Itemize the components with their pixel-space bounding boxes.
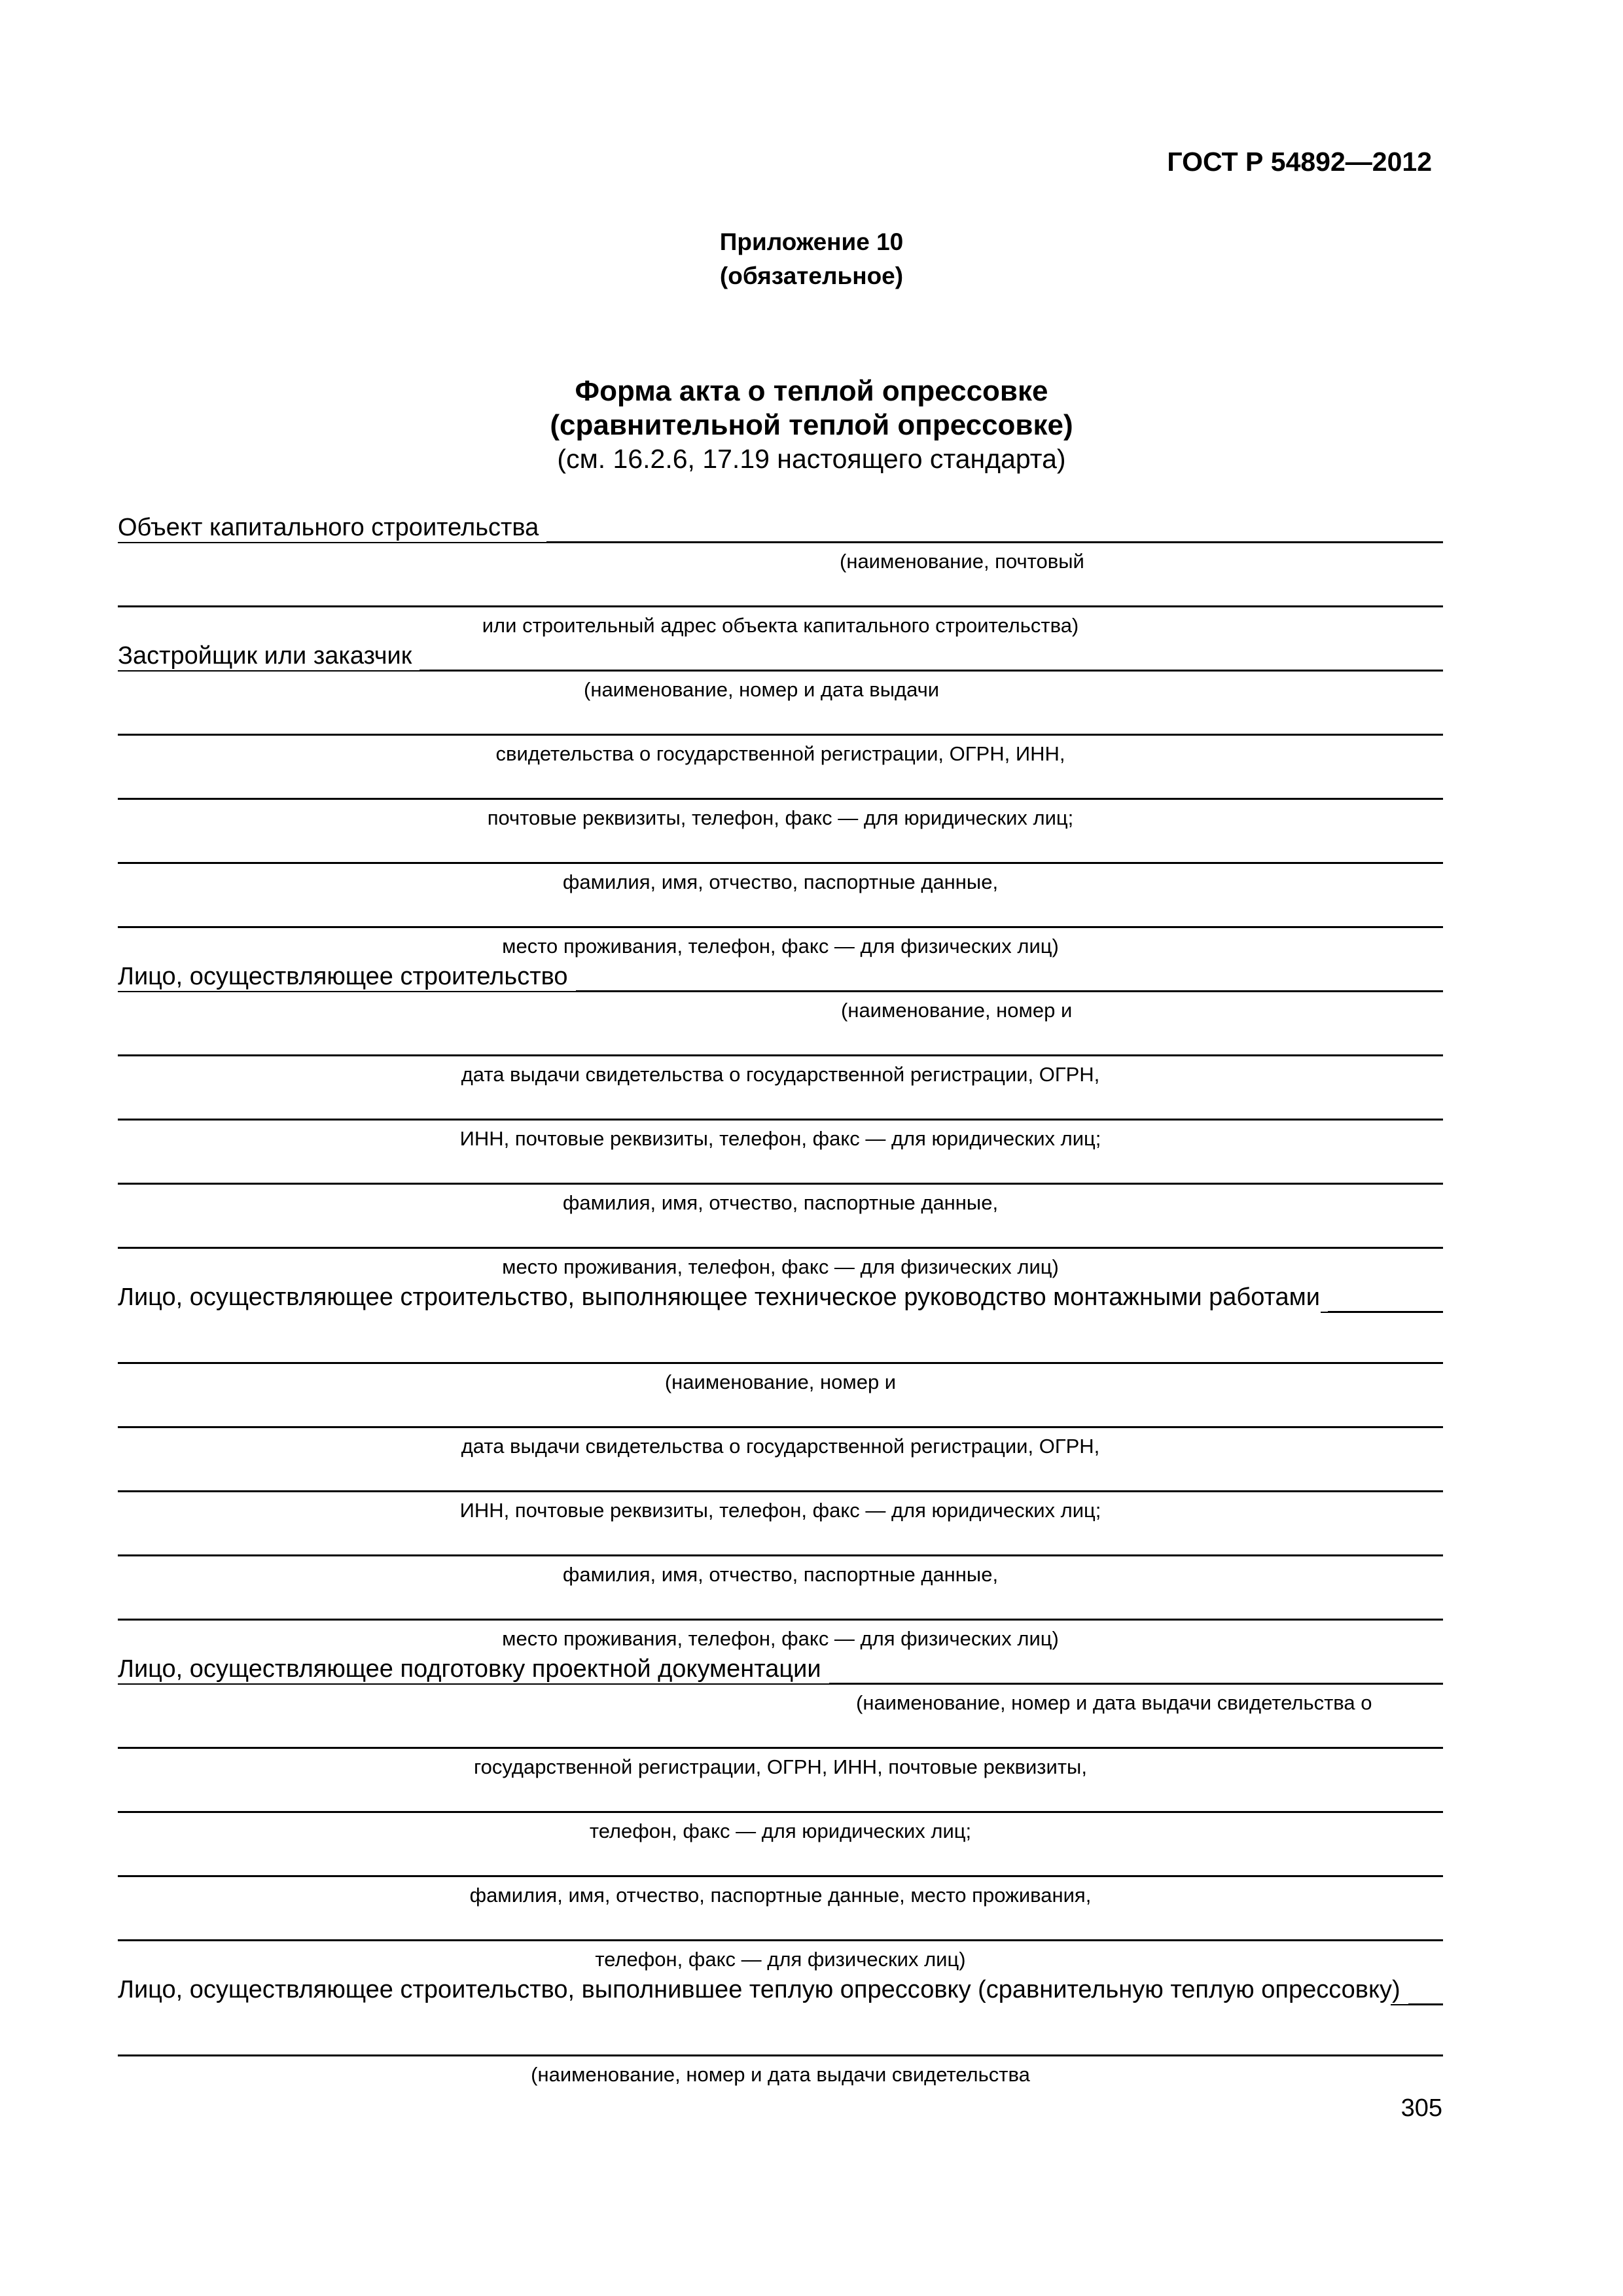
- tech-lead-caption-1: (наименование, номер и: [664, 1371, 897, 1393]
- builder-caption-4: фамилия, имя, отчество, паспортные данные,: [562, 1191, 999, 1214]
- tech-lead-field-line-2[interactable]: [118, 1338, 1443, 1364]
- tech-lead-field-line-6[interactable]: [118, 1594, 1443, 1621]
- form-reference: (см. 16.2.6, 17.19 настоящего стандарта): [557, 444, 1066, 474]
- developer-label: Застройщик или заказчик: [118, 642, 419, 670]
- designer-field-line-2[interactable]: [118, 1723, 1443, 1749]
- designer-field-line-3[interactable]: [118, 1787, 1443, 1813]
- form-title-line1: Форма акта о теплой опрессовке: [575, 375, 1048, 407]
- object-caption-1: (наименование, почтовый: [840, 550, 1084, 573]
- object-label: Объект капитального строительства: [118, 514, 546, 542]
- object-field-line[interactable]: [118, 514, 1443, 543]
- designer-field-line[interactable]: [118, 1655, 1443, 1685]
- developer-field-line-4[interactable]: [118, 838, 1443, 864]
- developer-caption-5: место проживания, телефон, факс — для физических лиц): [502, 935, 1059, 958]
- designer-caption-1: (наименование, номер и дата выдачи свидетельства о: [856, 1691, 1372, 1714]
- designer-label: Лицо, осуществляющее подготовку проектной документации: [118, 1655, 829, 1683]
- tech-lead-caption-3: ИНН, почтовые реквизиты, телефон, факс — для юридических лиц;: [459, 1499, 1101, 1522]
- builder-field-line-2[interactable]: [118, 1030, 1443, 1056]
- performer-field-line-2[interactable]: [118, 2030, 1443, 2056]
- designer-field-line-4[interactable]: [118, 1851, 1443, 1877]
- tech-lead-field-line-4[interactable]: [118, 1466, 1443, 1492]
- builder-caption-5: место проживания, телефон, факс — для физических лиц): [502, 1255, 1059, 1278]
- builder-caption-2: дата выдачи свидетельства о государственной регистрации, ОГРН,: [461, 1063, 1100, 1086]
- appendix-number: Приложение 10: [719, 228, 904, 255]
- performer-caption-1: (наименование, номер и дата выдачи свидетельства: [531, 2063, 1030, 2086]
- designer-caption-3: телефон, факс — для юридических лиц;: [589, 1820, 972, 1842]
- developer-caption-4: фамилия, имя, отчество, паспортные данные,: [562, 870, 999, 893]
- tech-lead-caption-5: место проживания, телефон, факс — для физических лиц): [502, 1627, 1059, 1650]
- designer-caption-4: фамилия, имя, отчество, паспортные данные, место проживания,: [469, 1884, 1092, 1907]
- tech-lead-caption-2: дата выдачи свидетельства о государственной регистрации, ОГРН,: [461, 1435, 1100, 1458]
- builder-field-line-5[interactable]: [118, 1223, 1443, 1249]
- developer-field-line[interactable]: [118, 642, 1443, 672]
- builder-label: Лицо, осуществляющее строительство: [118, 963, 576, 991]
- developer-field-line-3[interactable]: [118, 774, 1443, 800]
- object-caption-2: или строительный адрес объекта капитального строительства): [482, 614, 1079, 637]
- designer-caption-2: государственной регистрации, ОГРН, ИНН, почтовые реквизиты,: [474, 1755, 1087, 1778]
- performer-label: Лицо, осуществляющее строительство, выполнившее теплую опрессовку (сравнительную теплую опрессовку): [118, 1976, 1408, 2004]
- standard-number: ГОСТ Р 54892—2012: [1167, 147, 1432, 177]
- tech-lead-field-line[interactable]: [118, 1283, 1443, 1313]
- builder-caption-1: (наименование, номер и: [841, 999, 1073, 1022]
- appendix-status: (обязательное): [719, 262, 904, 289]
- tech-lead-label: Лицо, осуществляющее строительство, выполняющее техническое руководство монтажными работами: [118, 1283, 1328, 1312]
- designer-field-line-5[interactable]: [118, 1915, 1443, 1941]
- builder-field-line[interactable]: [118, 963, 1443, 992]
- form-title-line2: (сравнительной теплой опрессовке): [550, 409, 1073, 441]
- tech-lead-caption-4: фамилия, имя, отчество, паспортные данные,: [562, 1563, 999, 1586]
- appendix-heading: [0, 225, 1623, 293]
- developer-caption-3: почтовые реквизиты, телефон, факс — для юридических лиц;: [487, 806, 1074, 829]
- form-title: [0, 374, 1623, 442]
- builder-field-line-3[interactable]: [118, 1094, 1443, 1121]
- developer-field-line-5[interactable]: [118, 902, 1443, 928]
- tech-lead-field-line-3[interactable]: [118, 1402, 1443, 1428]
- developer-field-line-2[interactable]: [118, 709, 1443, 736]
- object-field-line-2[interactable]: [118, 581, 1443, 607]
- developer-caption-1: (наименование, номер и дата выдачи: [584, 678, 940, 701]
- performer-field-line[interactable]: [118, 1976, 1443, 2005]
- builder-field-line-4[interactable]: [118, 1158, 1443, 1185]
- tech-lead-field-line-5[interactable]: [118, 1530, 1443, 1556]
- developer-caption-2: свидетельства о государственной регистрации, ОГРН, ИНН,: [495, 742, 1065, 765]
- builder-caption-3: ИНН, почтовые реквизиты, телефон, факс — для юридических лиц;: [459, 1127, 1101, 1150]
- page-number: 305: [1400, 2094, 1442, 2122]
- designer-caption-5: телефон, факс — для физических лиц): [595, 1948, 966, 1971]
